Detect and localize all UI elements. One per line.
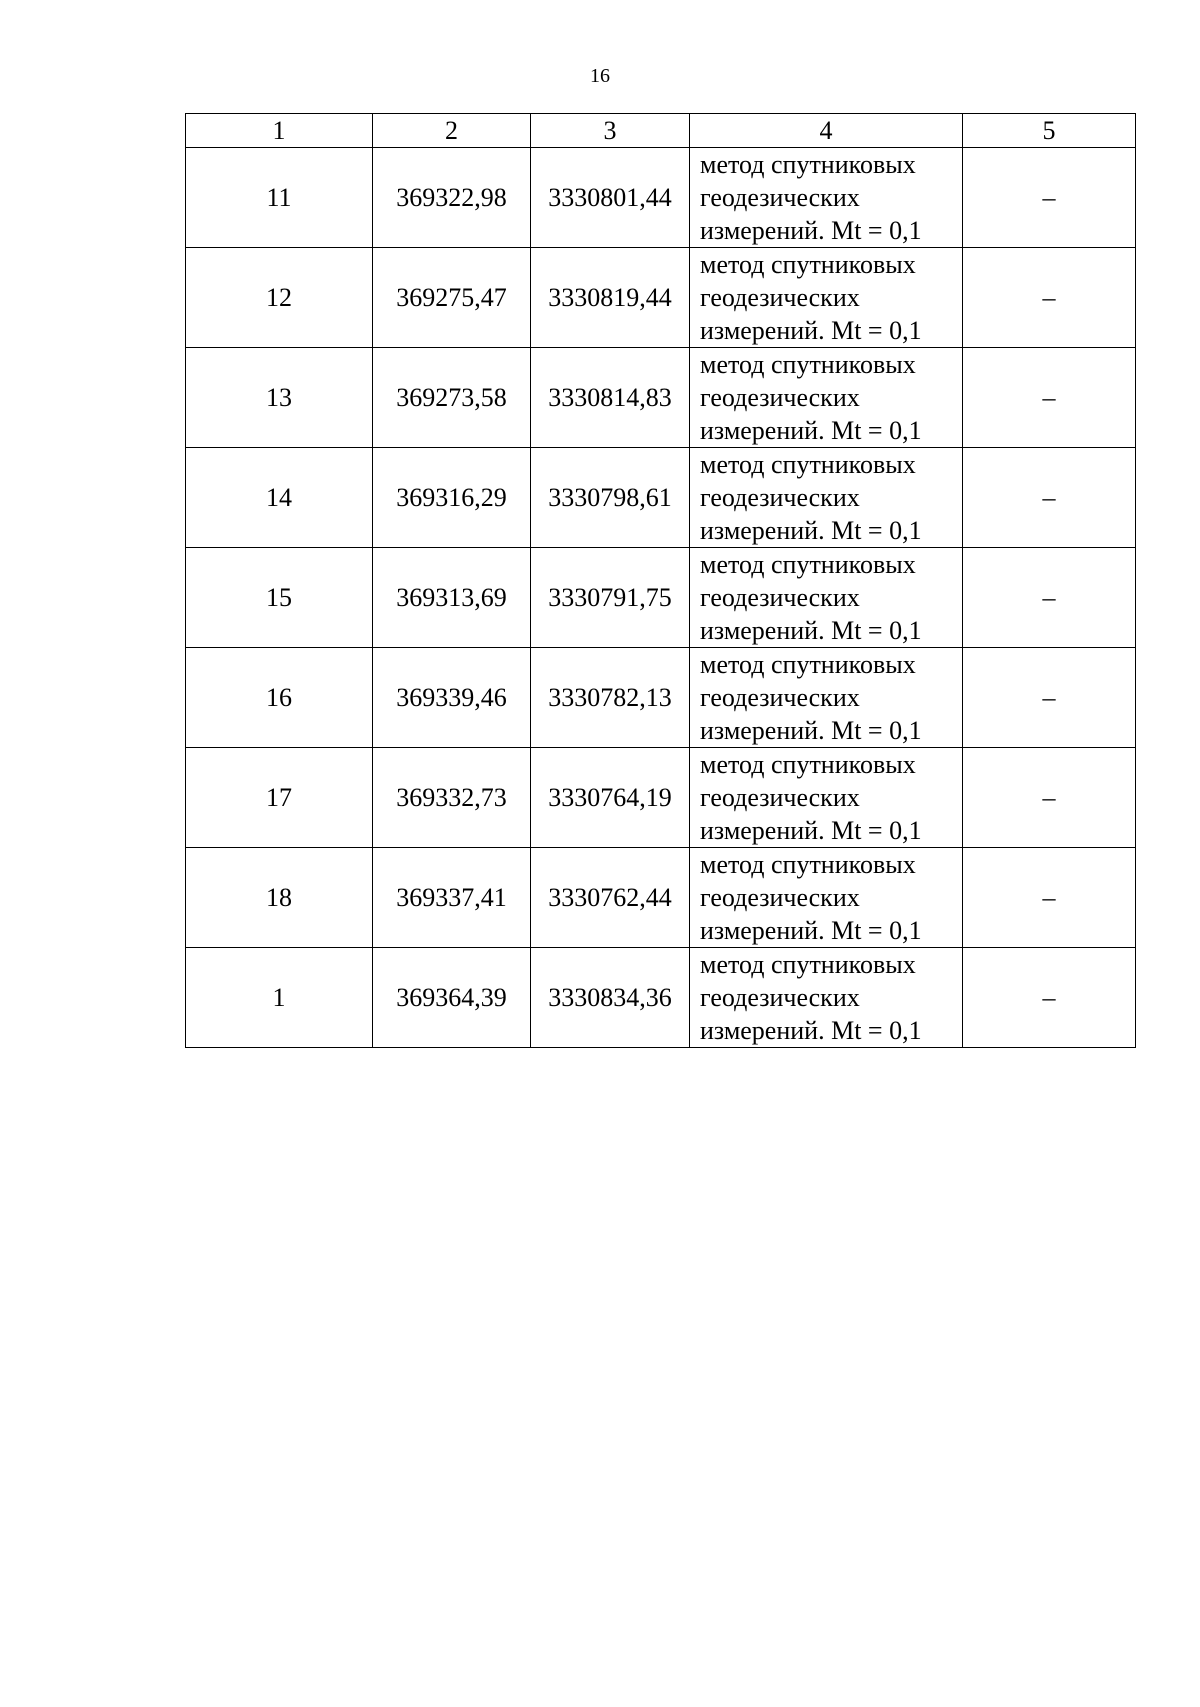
- y-coordinate-cell: 3330764,19: [531, 748, 690, 848]
- point-number-cell: 18: [186, 848, 373, 948]
- note-cell: –: [963, 848, 1136, 948]
- table-row: [186, 948, 1136, 1048]
- point-number-cell: 14: [186, 448, 373, 548]
- method-cell: метод спутниковых геодезических измерений. Mt = 0,1: [690, 448, 963, 548]
- y-coordinate-cell: 3330791,75: [531, 548, 690, 648]
- method-cell: метод спутниковых геодезических измерений. Mt = 0,1: [690, 748, 963, 848]
- table-row: [186, 248, 1136, 348]
- y-coordinate-cell: 3330762,44: [531, 848, 690, 948]
- method-cell: метод спутниковых геодезических измерений. Mt = 0,1: [690, 548, 963, 648]
- note-cell: –: [963, 648, 1136, 748]
- x-coordinate-cell: 369316,29: [373, 448, 531, 548]
- point-number-cell: 13: [186, 348, 373, 448]
- header-cell-3: 3: [531, 114, 690, 148]
- coordinates-table: [185, 113, 1136, 1048]
- header-cell-1: 1: [186, 114, 373, 148]
- table-body: [186, 148, 1136, 1048]
- note-cell: –: [963, 348, 1136, 448]
- note-cell: –: [963, 448, 1136, 548]
- y-coordinate-cell: 3330834,36: [531, 948, 690, 1048]
- header-cell-4: 4: [690, 114, 963, 148]
- table-row: [186, 548, 1136, 648]
- method-cell: метод спутниковых геодезических измерений. Mt = 0,1: [690, 248, 963, 348]
- y-coordinate-cell: 3330819,44: [531, 248, 690, 348]
- method-cell: метод спутниковых геодезических измерений. Mt = 0,1: [690, 148, 963, 248]
- y-coordinate-cell: 3330798,61: [531, 448, 690, 548]
- point-number-cell: 12: [186, 248, 373, 348]
- page-number: 16: [590, 65, 610, 87]
- point-number-cell: 16: [186, 648, 373, 748]
- x-coordinate-cell: 369339,46: [373, 648, 531, 748]
- header-row: [186, 114, 1136, 148]
- table-header: [186, 114, 1136, 148]
- method-cell: метод спутниковых геодезических измерений. Mt = 0,1: [690, 348, 963, 448]
- method-cell: метод спутниковых геодезических измерений. Mt = 0,1: [690, 648, 963, 748]
- note-cell: –: [963, 748, 1136, 848]
- x-coordinate-cell: 369313,69: [373, 548, 531, 648]
- x-coordinate-cell: 369273,58: [373, 348, 531, 448]
- x-coordinate-cell: 369337,41: [373, 848, 531, 948]
- y-coordinate-cell: 3330782,13: [531, 648, 690, 748]
- note-cell: –: [963, 248, 1136, 348]
- y-coordinate-cell: 3330814,83: [531, 348, 690, 448]
- method-cell: метод спутниковых геодезических измерений. Mt = 0,1: [690, 848, 963, 948]
- note-cell: –: [963, 948, 1136, 1048]
- table-row: [186, 748, 1136, 848]
- point-number-cell: 17: [186, 748, 373, 848]
- note-cell: –: [963, 548, 1136, 648]
- x-coordinate-cell: 369275,47: [373, 248, 531, 348]
- x-coordinate-cell: 369364,39: [373, 948, 531, 1048]
- method-cell: метод спутниковых геодезических измерений. Mt = 0,1: [690, 948, 963, 1048]
- header-cell-2: 2: [373, 114, 531, 148]
- table-row: [186, 848, 1136, 948]
- point-number-cell: 11: [186, 148, 373, 248]
- point-number-cell: 1: [186, 948, 373, 1048]
- table-row: [186, 348, 1136, 448]
- header-cell-5: 5: [963, 114, 1136, 148]
- x-coordinate-cell: 369322,98: [373, 148, 531, 248]
- note-cell: –: [963, 148, 1136, 248]
- table-row: [186, 648, 1136, 748]
- x-coordinate-cell: 369332,73: [373, 748, 531, 848]
- table-row: [186, 448, 1136, 548]
- table-row: [186, 148, 1136, 248]
- y-coordinate-cell: 3330801,44: [531, 148, 690, 248]
- point-number-cell: 15: [186, 548, 373, 648]
